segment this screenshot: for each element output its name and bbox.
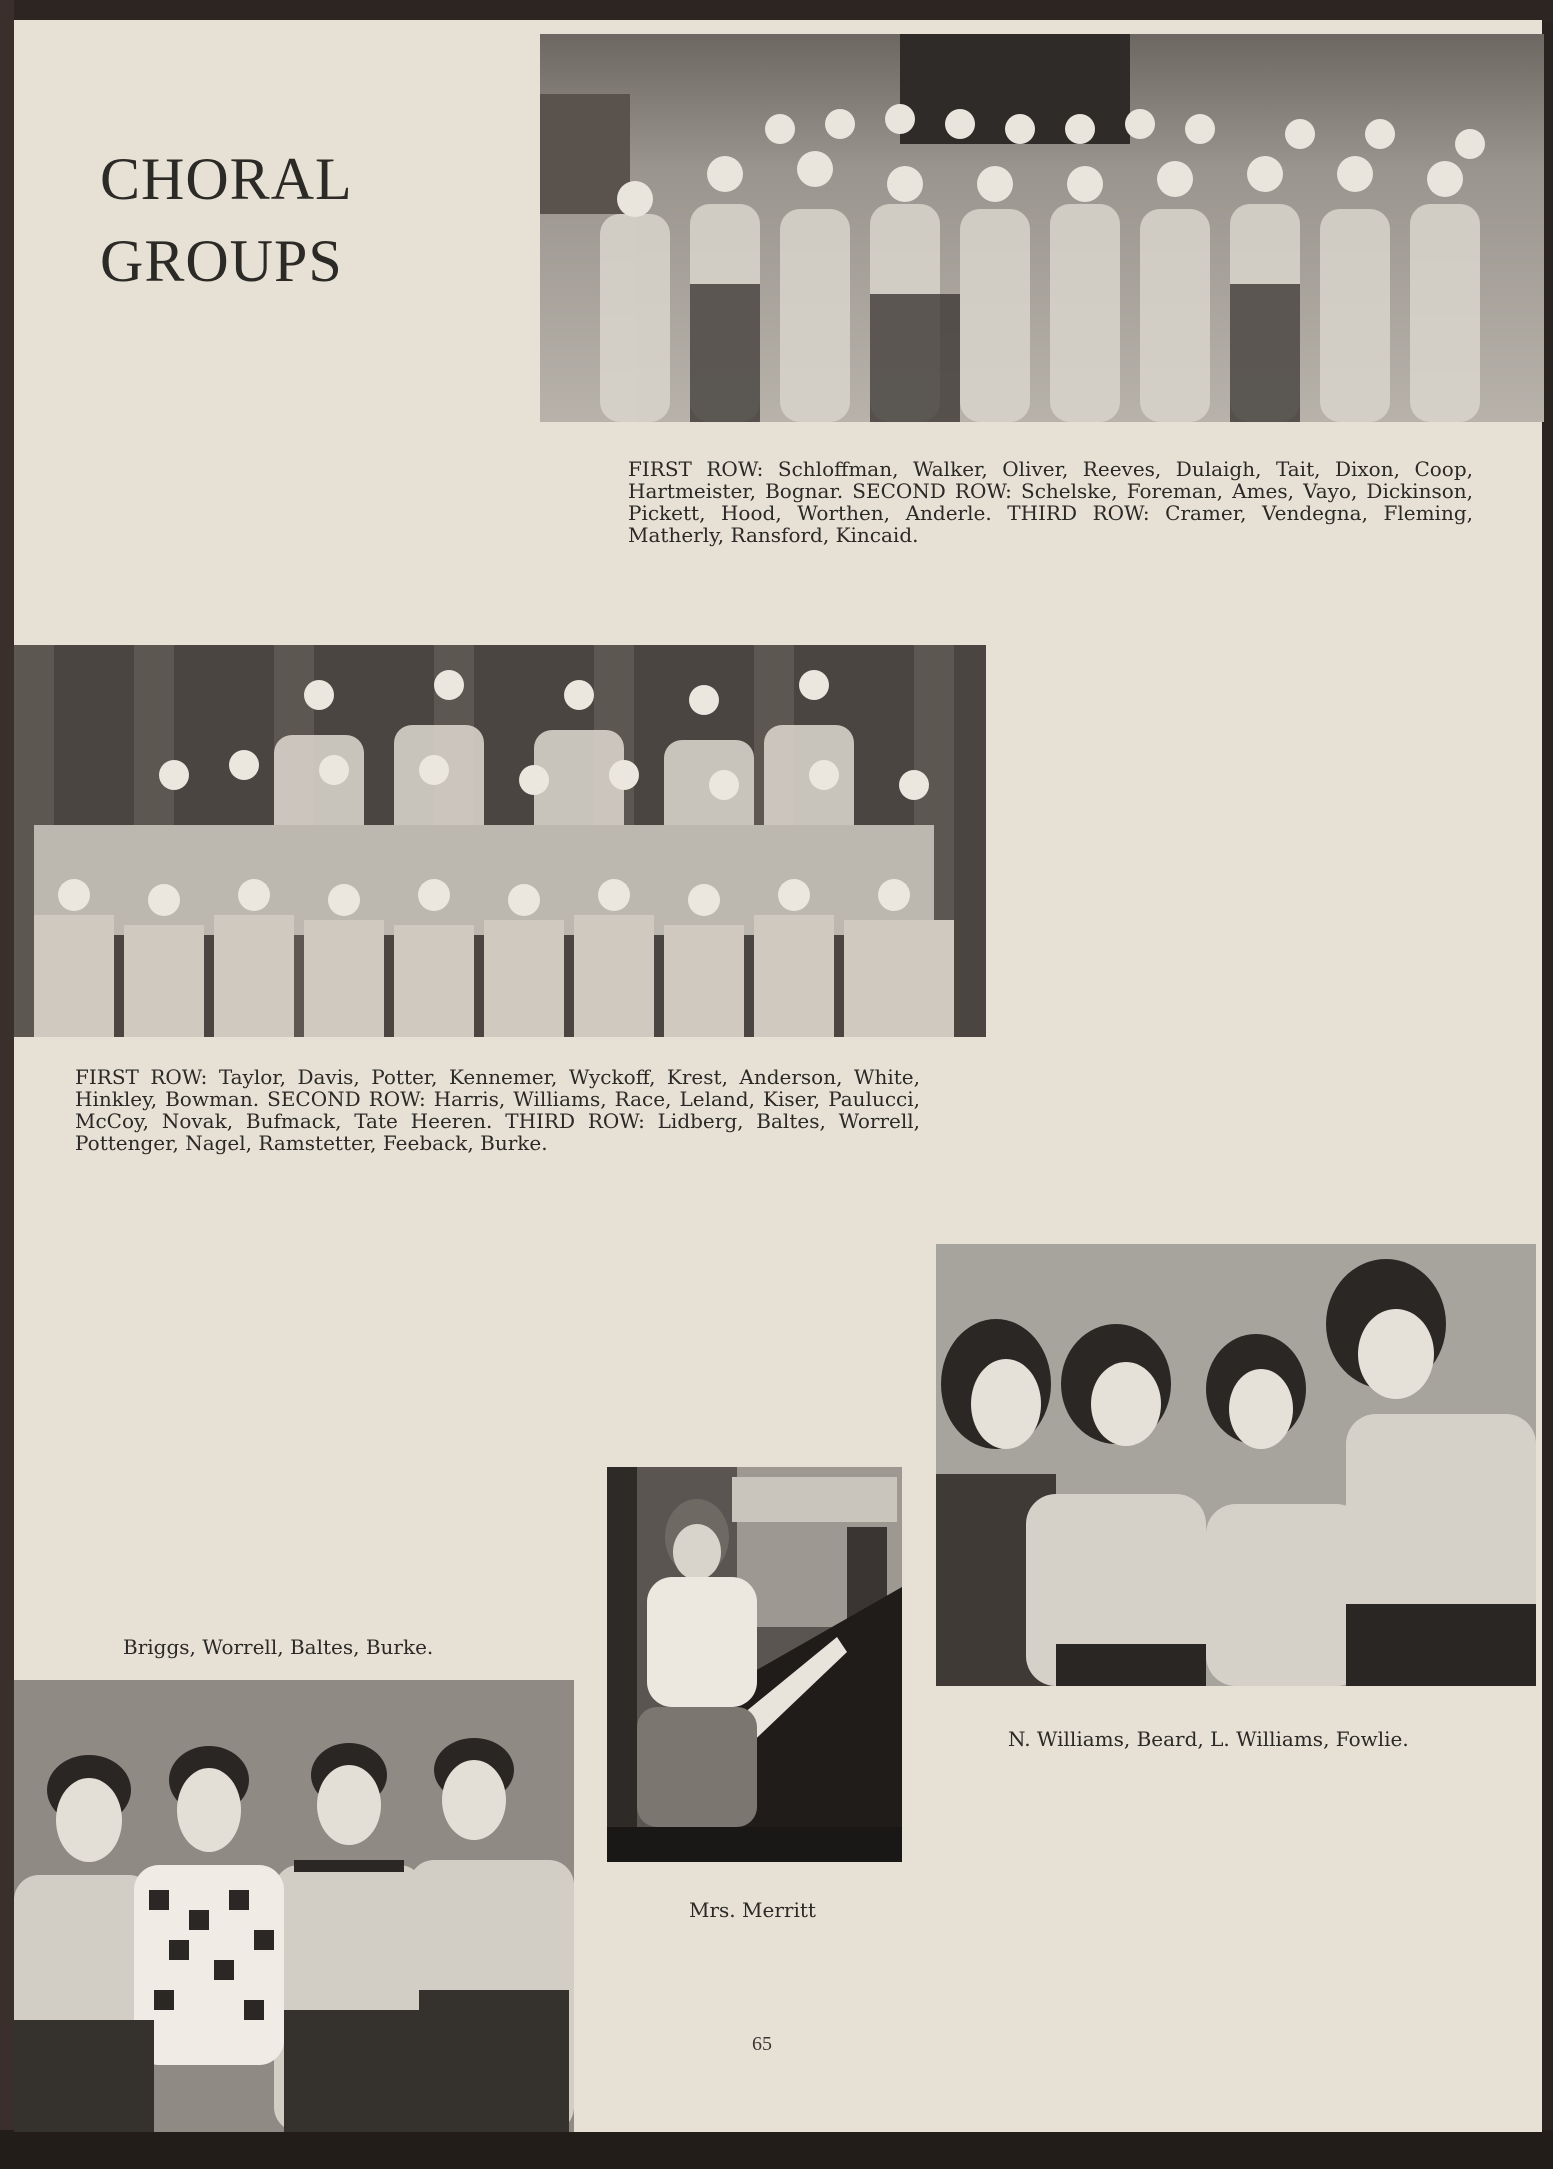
- boys-quartet-photo: [14, 1680, 574, 2132]
- scan-bottom-edge: [0, 2130, 1553, 2169]
- page-number: 65: [752, 2033, 772, 2055]
- scan-top-edge: [0, 0, 1553, 22]
- page-title-line-1: CHORAL: [100, 146, 353, 212]
- girls-quartet-photo: [936, 1244, 1536, 1686]
- director-photo: [607, 1467, 902, 1862]
- boys-quartet-caption: Briggs, Worrell, Baltes, Burke.: [123, 1635, 434, 1659]
- mixed-choir-caption: FIRST ROW: Taylor, Davis, Potter, Kennemer, Wyckoff, Krest, Anderson, White, Hinkley, Bowman. SECOND ROW: Harris, Williams, Race, Leland, Kiser, Paulucci, McCoy, Novak, Bufmack, Tate Heeren. THIRD ROW: Lidberg, Baltes, Worrell, Pottenger, Nagel, Ramstetter, Feeback, Burke.: [75, 1065, 920, 1155]
- director-caption: Mrs. Merritt: [689, 1898, 816, 1922]
- page-title-line-2: GROUPS: [100, 228, 343, 294]
- girls-quartet-caption: N. Williams, Beard, L. Williams, Fowlie.: [1008, 1727, 1409, 1751]
- scan-left-edge: [0, 0, 14, 2169]
- girls-choir-caption: FIRST ROW: Schloffman, Walker, Oliver, Reeves, Dulaigh, Tait, Dixon, Coop, Hartmeister, Bognar. SECOND ROW: Schelske, Foreman, Ames, Vayo, Dickinson, Pickett, Hood, Worthen, Anderle. THIRD ROW: Cramer, Vendegna, Fleming, Matherly, Ransford, Kincaid.: [628, 457, 1473, 547]
- mixed-choir-photo: [14, 645, 986, 1037]
- girls-choir-photo: [540, 34, 1544, 422]
- page-title: [100, 138, 353, 302]
